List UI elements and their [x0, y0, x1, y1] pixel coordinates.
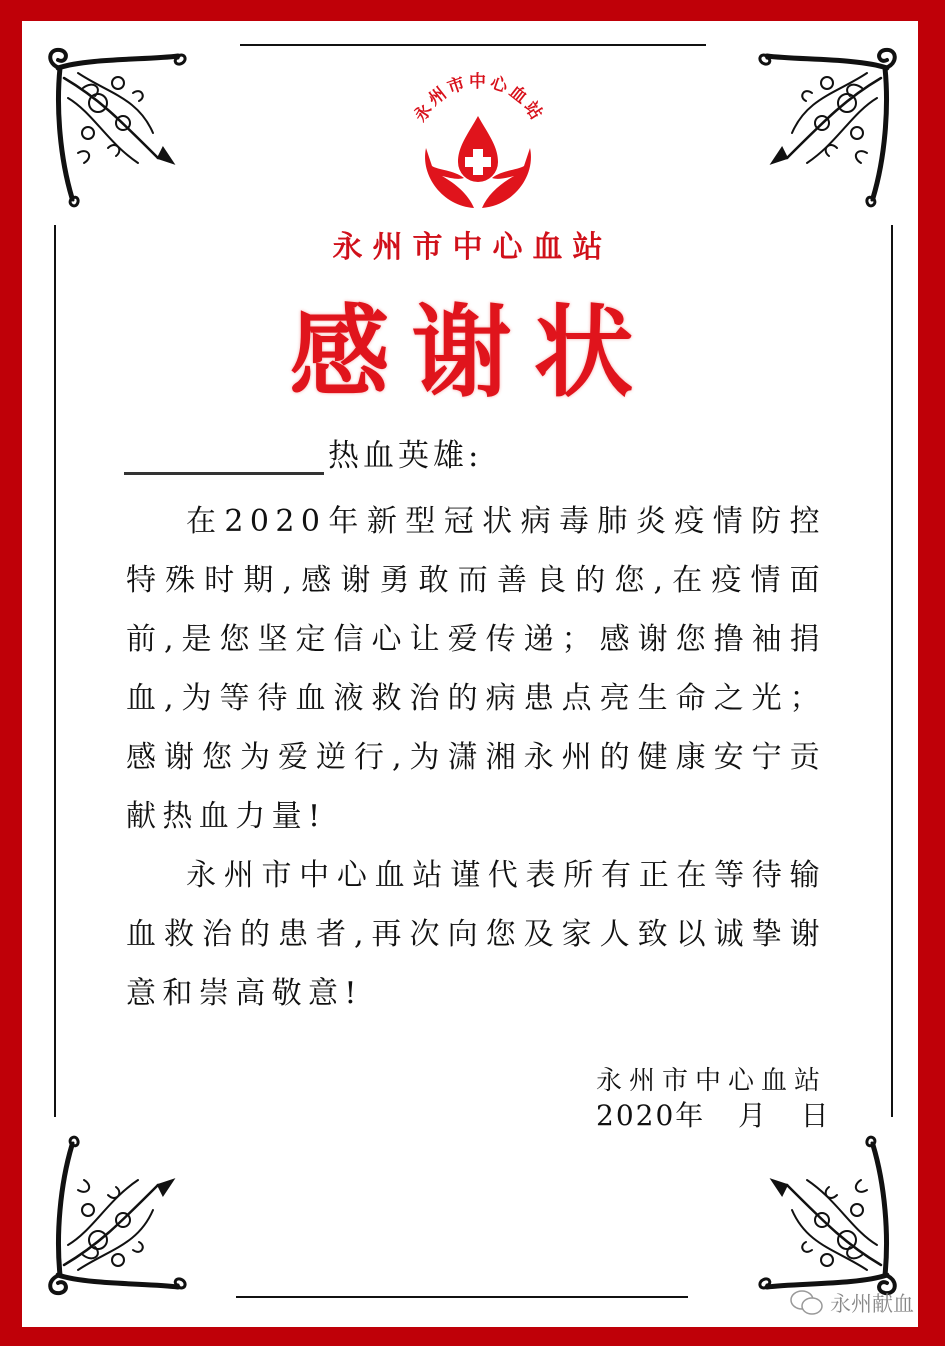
signature-date: 2020年 月 日 [596, 1099, 831, 1132]
svg-text:永州市中心血站: 永州市中心血站 [410, 71, 548, 126]
blood-station-logo-icon [398, 66, 558, 216]
wechat-icon [790, 1289, 824, 1317]
corner-ornament-top-right-icon [757, 38, 907, 208]
top-rule [240, 44, 706, 46]
salutation [124, 430, 482, 475]
body-paragraph: 在2020年新型冠状病毒肺炎疫情防控特殊时期,感谢勇敢而善良的您,在疫情面前,是您坚定信心让爱传递；感谢您撸袖捐血,为等待血液救治的病患点亮生命之光；感谢您为爱逆行,为潇湘永州的健康安宁贡献热血力量! [126, 504, 826, 834]
letter-body [126, 492, 826, 1023]
corner-ornament-bottom-right-icon [757, 1135, 907, 1305]
bottom-rule [236, 1296, 688, 1298]
watermark-text: 永州献血 [830, 1292, 914, 1316]
wechat-watermark [790, 1288, 914, 1318]
body-paragraph: 永州市中心血站谨代表所有正在等待输血救治的患者,再次向您及家人致以诚挚谢意和崇高敬意! [126, 858, 826, 1011]
salutation-text: 热血英雄: [328, 438, 483, 474]
signature-organization: 永州市中心血站 [596, 1066, 828, 1096]
corner-ornament-top-left-icon [38, 38, 188, 208]
certificate-title: 感谢状 [289, 294, 656, 411]
recipient-name-blank [124, 444, 324, 475]
corner-ornament-bottom-left-icon [38, 1135, 188, 1305]
station-name-heading: 永州市中心血站 [332, 230, 613, 265]
